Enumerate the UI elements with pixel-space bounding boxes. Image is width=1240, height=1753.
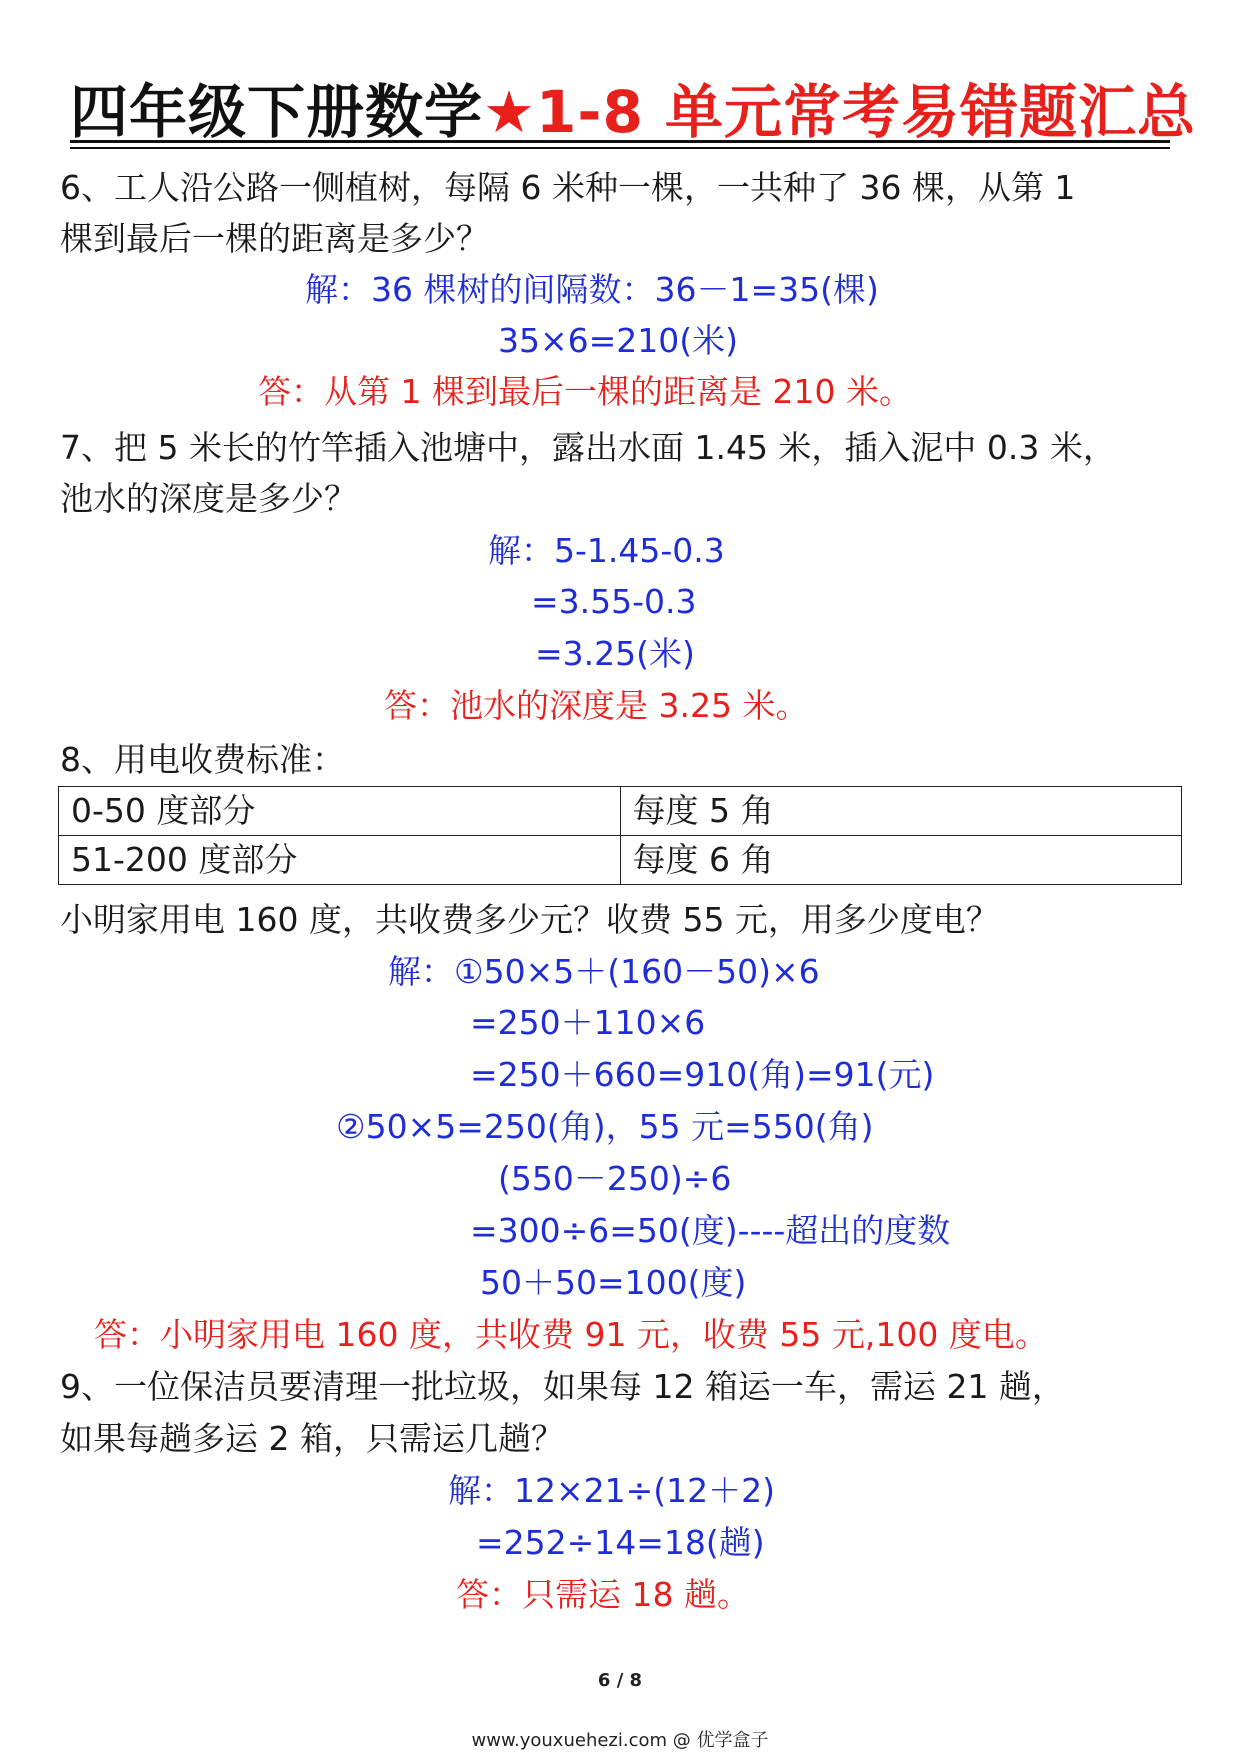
q9-text-line1: 9、一位保洁员要清理一批垃圾，如果每 12 箱运一车，需运 21 趟， [60,1367,1065,1406]
fee-table [58,786,1182,885]
table-row [59,787,1182,836]
q7-solution-line2: =3.55-0.3 [531,582,697,621]
table-cell: 0-50 度部分 [59,787,621,836]
page-number: 6 / 8 [597,1670,643,1691]
q6-solution-line1: 解：36 棵树的间隔数：36－1=35(棵) [305,270,879,309]
q9-text-line2: 如果每趟多运 2 箱，只需运几趟？ [60,1419,564,1458]
table-cell: 每度 6 角 [620,836,1182,885]
q8-answer: 答：小明家用电 160 度，共收费 91 元，收费 55 元,100 度电。 [94,1315,1048,1354]
q8-solution-line4: ②50×5=250(角)，55 元=550(角) [336,1107,874,1146]
q8-solution-line3: =250＋660=910(角)=91(元) [470,1055,935,1094]
q8-heading: 8、用电收费标准： [60,740,345,779]
q7-answer: 答：池水的深度是 3.25 米。 [384,686,809,725]
q6-answer: 答：从第 1 棵到最后一棵的距离是 210 米。 [258,372,912,411]
q9-answer: 答：只需运 18 趟。 [456,1575,750,1614]
q7-text-line2: 池水的深度是多少？ [60,479,357,518]
q6-solution-line2: 35×6=210(米) [498,321,739,360]
q7-solution-line3: =3.25(米) [535,634,695,673]
q7-solution-line1: 解：5-1.45-0.3 [488,531,725,570]
q8-solution-line2: =250＋110×6 [470,1003,706,1042]
title-underline-thick [70,140,1170,143]
table-cell: 51-200 度部分 [59,836,621,885]
q8-solution-line6: =300÷6=50(度)----超出的度数 [470,1211,951,1250]
q8-solution-line1: 解：①50×5＋(160－50)×6 [388,952,820,991]
q6-text-line2: 棵到最后一棵的距离是多少？ [60,219,489,258]
table-row [59,836,1182,885]
title-highlight: ★1-8 单元常考易错题汇总 [483,78,1196,146]
q8-solution-line5: (550－250)÷6 [498,1159,732,1198]
title-underline-thin [70,147,1170,149]
q6-text-line1: 6、工人沿公路一侧植树，每隔 6 米种一棵，一共种了 36 棵，从第 1 [60,168,1076,207]
q8-question: 小明家用电 160 度，共收费多少元？收费 55 元，用多少度电？ [60,900,999,939]
q7-text-line1: 7、把 5 米长的竹竿插入池塘中，露出水面 1.45 米，插入泥中 0.3 米， [60,428,1116,467]
q9-solution-line1: 解：12×21÷(12＋2) [448,1471,776,1510]
q8-solution-line7: 50＋50=100(度) [480,1263,747,1302]
q9-solution-line2: =252÷14=18(趟) [476,1523,765,1562]
table-cell: 每度 5 角 [620,787,1182,836]
title-main: 四年级下册数学 [70,78,484,146]
footer-watermark: www.youxuehezi.com @ 优学盒子 [471,1730,769,1751]
